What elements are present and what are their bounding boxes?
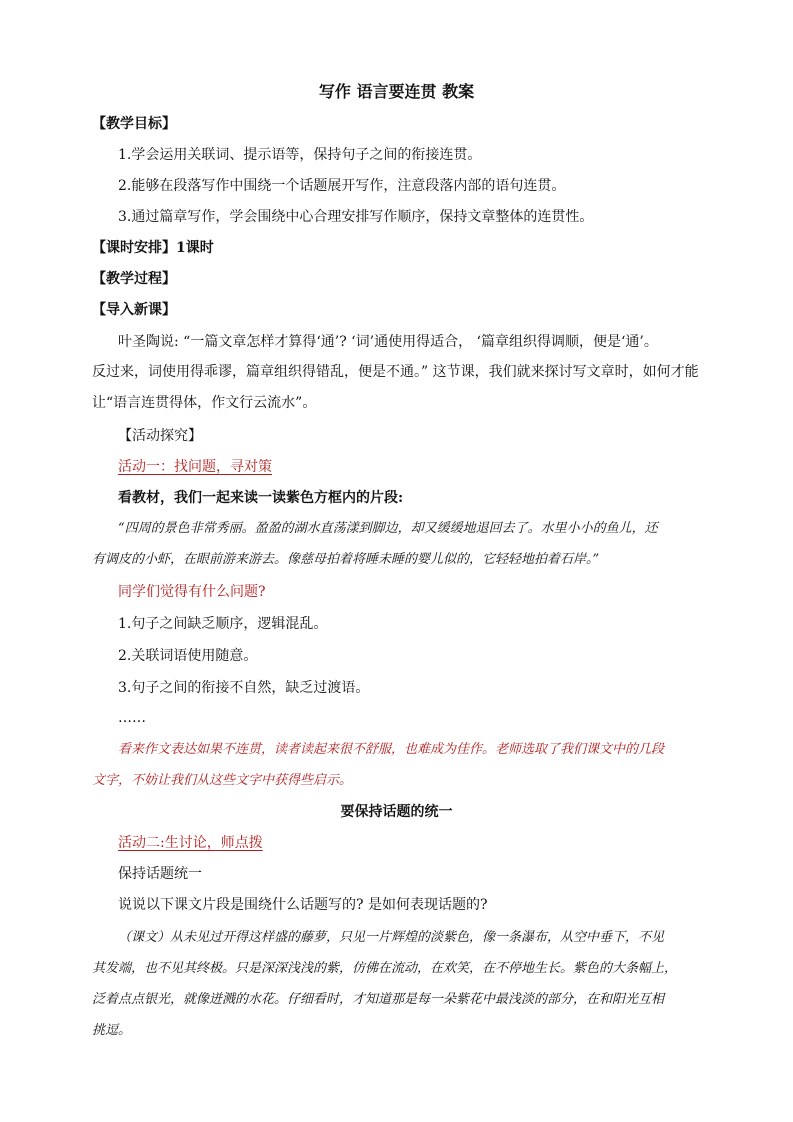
- section2-question: 说说以下课文片段是围绕什么话题写的? 是如何表现话题的?: [118, 897, 488, 913]
- activity1-answer-3: 3.句子之间的衔接不自然，缺乏过渡语。: [118, 680, 370, 696]
- activity1-answer-2: 2.关联词语使用随意。: [118, 648, 258, 664]
- intro-line-1: 叶圣陶说: “一篇文章怎样才算得‘通’? ‘词’通使用得适合， ‘篇章组织得调顺，便是‘通’。: [118, 334, 658, 350]
- intro-line-3: 让“语言连贯得体，作文行云流水”。: [92, 395, 317, 411]
- intro-line-2: 反过来，词使用得乖谬，篇章组织得错乱，便是不通。” 这节课，我们就来探讨写文章时，如何才能: [92, 364, 699, 380]
- activity1-ellipsis: ……: [118, 710, 146, 726]
- process-heading: 【教学过程】: [92, 271, 176, 287]
- section2-subheading: 保持话题统一: [118, 866, 202, 882]
- activity1-instruction: 看教材，我们一起来读一读紫色方框内的片段:: [118, 490, 404, 506]
- activity1-answer-1: 1.句子之间缺乏顺序，逻辑混乱。: [118, 616, 328, 632]
- activity2-title: 活动二:生讨论，师点拨: [118, 835, 263, 851]
- activity1-note-line-1: 看来作文表达如果不连贯，读者读起来很不舒服，也难成为佳作。老师选取了我们课文中的几段: [118, 742, 665, 757]
- activity1-question: 同学们觉得有什么问题?: [118, 584, 266, 600]
- section2-passage-line-1: （课文）从未见过开得这样盛的藤萝，只见一片辉煌的淡紫色，像一条瀑布，从空中垂下，不见: [118, 930, 665, 945]
- goal-item-1: 1.学会运用关联词、提示语等，保持句子之间的衔接连贯。: [118, 147, 482, 163]
- document-title: 写作 语言要连贯 教案: [318, 82, 475, 101]
- section2-passage-line-2: 其发端，也不见其终极。只是深深浅浅的紫，仿佛在流动，在欢笑，在不停地生长。紫色的大条幅上，: [92, 961, 678, 976]
- goal-item-2: 2.能够在段落写作中围绕一个话题展开写作，注意段落内部的语句连贯。: [118, 178, 566, 194]
- section2-heading: 要保持话题的统一: [340, 804, 453, 820]
- section2-passage-line-4: 挑逗。: [92, 1023, 132, 1038]
- intro-heading: 【导入新课】: [92, 302, 176, 318]
- schedule-heading: 【课时安排】1课时: [92, 240, 214, 256]
- activity1-title: 活动一：找问题，寻对策: [118, 459, 272, 475]
- activity1-passage-line-1: “四周的景色非常秀丽。盈盈的湖水直荡漾到脚边，却又缓缓地退回去了。水里小小的鱼儿，还: [118, 521, 658, 536]
- activity1-note-line-2: 文字，不妨让我们从这些文字中获得些启示。: [92, 773, 353, 788]
- activity-explore-heading: 【活动探究】: [118, 428, 202, 444]
- goals-heading: 【教学目标】: [92, 116, 176, 132]
- section2-passage-line-3: 泛着点点银光，就像迸溅的水花。仔细看时，才知道那是每一朵紫花中最浅淡的部分，在和阳光互相: [92, 992, 665, 1007]
- activity1-passage-line-2: 有调皮的小虾，在眼前游来游去。像慈母拍着将睡未睡的婴儿似的，它轻轻地拍着石岸。”: [92, 552, 600, 567]
- goal-item-3: 3.通过篇章写作，学会围绕中心合理安排写作顺序，保持文章整体的连贯性。: [118, 209, 594, 225]
